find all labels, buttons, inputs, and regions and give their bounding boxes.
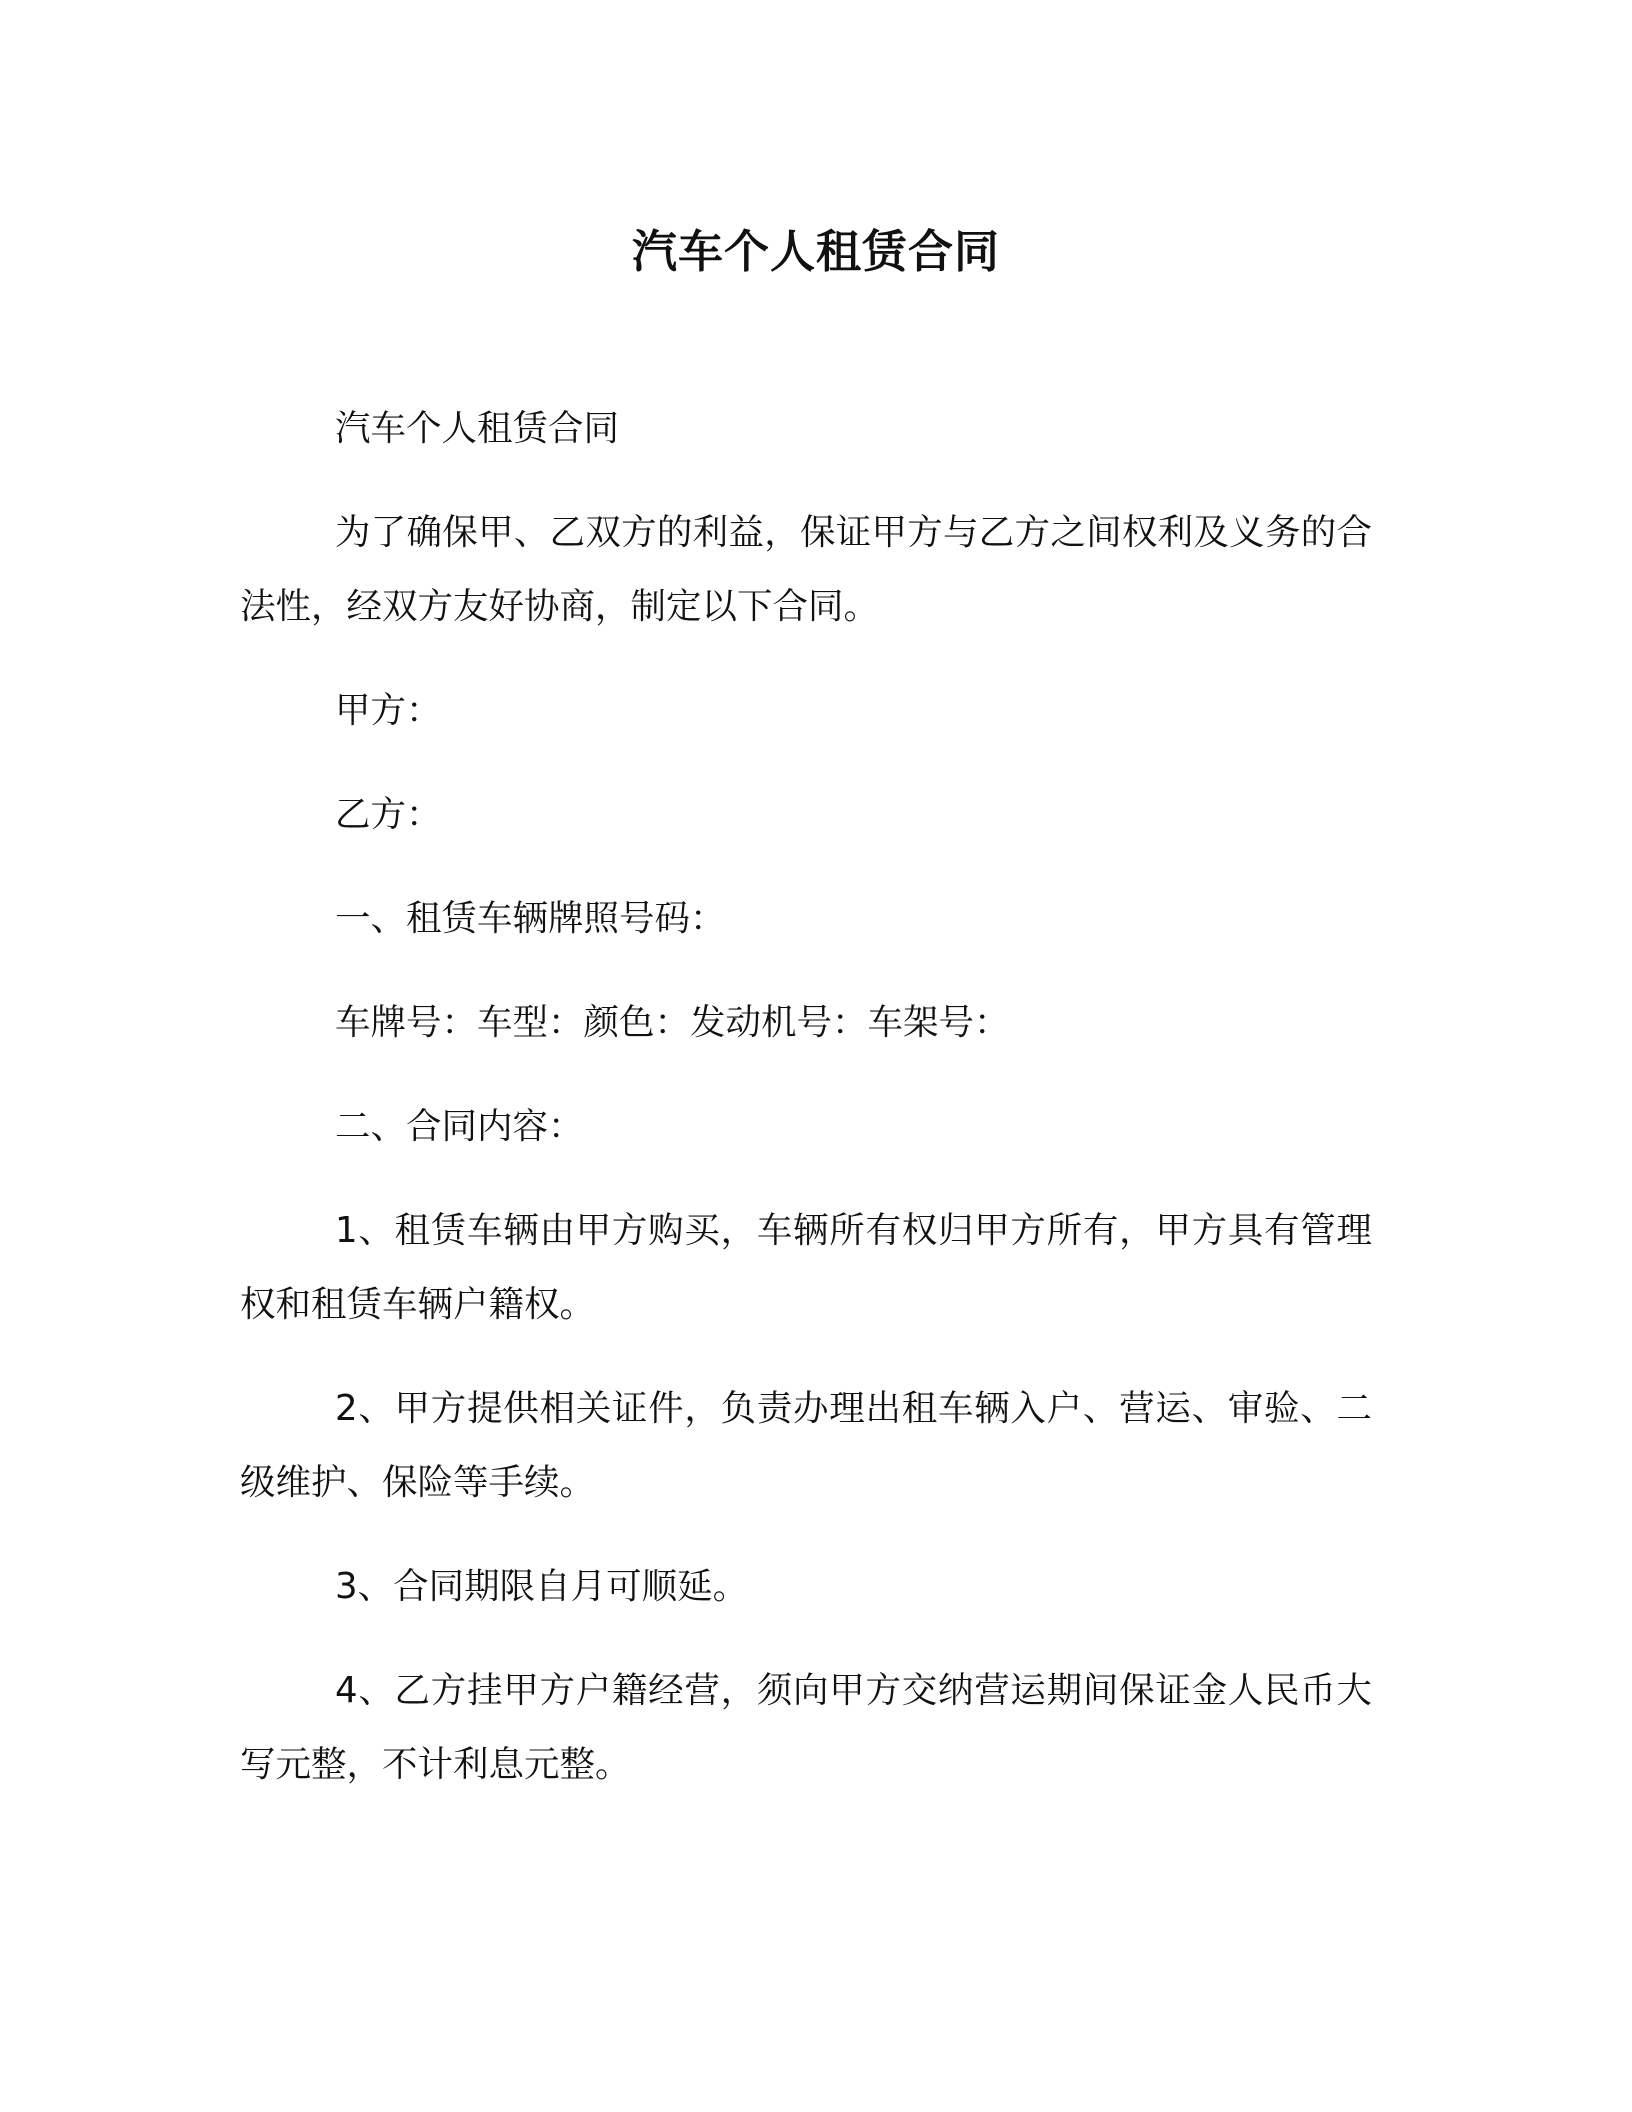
paragraph-clause-1: 1、租赁车辆由甲方购买，车辆所有权归甲方所有，甲方具有管理权和租赁车辆户籍权。	[240, 1210, 1372, 1325]
paragraph-section-2-heading: 二、合同内容：	[335, 1106, 584, 1147]
document-body	[240, 392, 1372, 1832]
paragraph-section-1-heading: 一、租赁车辆牌照号码：	[335, 898, 726, 939]
paragraph-vehicle-fields: 车牌号：车型：颜色：发动机号：车架号：	[335, 1002, 1010, 1043]
paragraph-clause-2: 2、甲方提供相关证件，负责办理出租车辆入户、营运、审验、二级维护、保险等手续。	[240, 1388, 1372, 1503]
paragraph-clause-3: 3、合同期限自月可顺延。	[335, 1566, 749, 1607]
paragraph-clause-4: 4、乙方挂甲方户籍经营，须向甲方交纳营运期间保证金人民币大写元整，不计利息元整。	[240, 1670, 1372, 1785]
paragraph-party-b: 乙方：	[335, 794, 442, 835]
paragraph-subtitle: 汽车个人租赁合同	[335, 408, 620, 449]
paragraph-party-a: 甲方：	[335, 690, 442, 731]
paragraph-preamble: 为了确保甲、乙双方的利益，保证甲方与乙方之间权利及义务的合法性，经双方友好协商，制定以下合同。	[240, 512, 1372, 627]
document-title: 汽车个人租赁合同	[631, 225, 1000, 278]
